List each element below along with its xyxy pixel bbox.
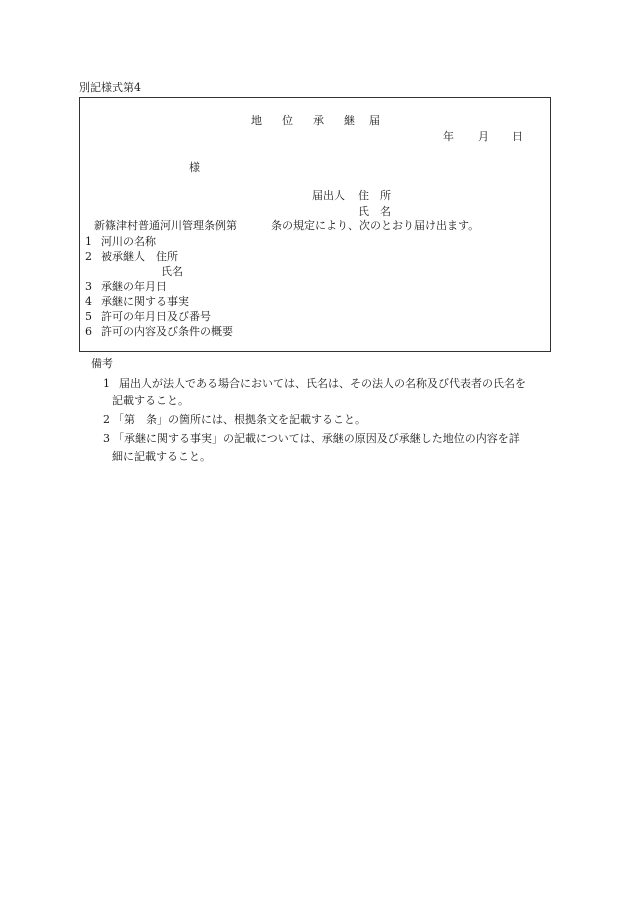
date-month: 月 <box>478 130 489 143</box>
applicant-name-label: 氏 名 <box>358 205 391 218</box>
applicant-address-label: 住 所 <box>358 189 391 202</box>
item-text: 承継の年月日 <box>101 280 167 293</box>
date-day: 日 <box>512 130 523 143</box>
note-number: 3 <box>103 432 110 445</box>
note-number: 1 <box>103 377 110 390</box>
item-text: 承継に関する事実 <box>101 295 189 308</box>
form-number: 別記様式第4 <box>79 81 141 94</box>
title-char: 位 <box>282 114 293 127</box>
item-number: 5 <box>85 310 92 323</box>
item-number: 2 <box>85 250 92 263</box>
note-text-continued: 細に記載すること。 <box>112 450 211 463</box>
item-number: 3 <box>85 280 92 293</box>
date-year: 年 <box>443 130 454 143</box>
item-text: 許可の内容及び条件の概要 <box>101 325 233 338</box>
title-char: 継 <box>344 114 355 127</box>
remarks-heading: 備考 <box>91 357 113 370</box>
title-char: 承 <box>313 114 324 127</box>
item-subtext: 氏名 <box>161 265 183 278</box>
note-text: 届出人が法人である場合においては、氏名は、その法人の名称及び代表者の氏名を <box>119 377 526 390</box>
note-text: 「第 条」の箇所には、根拠条文を記載すること。 <box>113 413 366 426</box>
statement-right: 条の規定により、次のとおり届け出ます。 <box>271 219 480 232</box>
note-text-continued: 記載すること。 <box>112 394 189 407</box>
item-text: 許可の年月日及び番号 <box>101 310 211 323</box>
item-text: 河川の名称 <box>101 235 156 248</box>
note-number: 2 <box>103 413 110 426</box>
item-number: 1 <box>85 235 92 248</box>
item-number: 6 <box>85 325 92 338</box>
item-text: 被承継人 住所 <box>101 250 178 263</box>
note-text: 「承継に関する事実」の記載については、承継の原因及び承継した地位の内容を詳 <box>113 432 520 445</box>
statement-left: 新篠津村普通河川管理条例第 <box>94 219 237 232</box>
addressee-suffix: 様 <box>189 161 200 174</box>
title-char: 届 <box>369 114 380 127</box>
item-number: 4 <box>85 295 92 308</box>
applicant-label: 届出人 <box>312 189 345 202</box>
title-char: 地 <box>251 114 262 127</box>
